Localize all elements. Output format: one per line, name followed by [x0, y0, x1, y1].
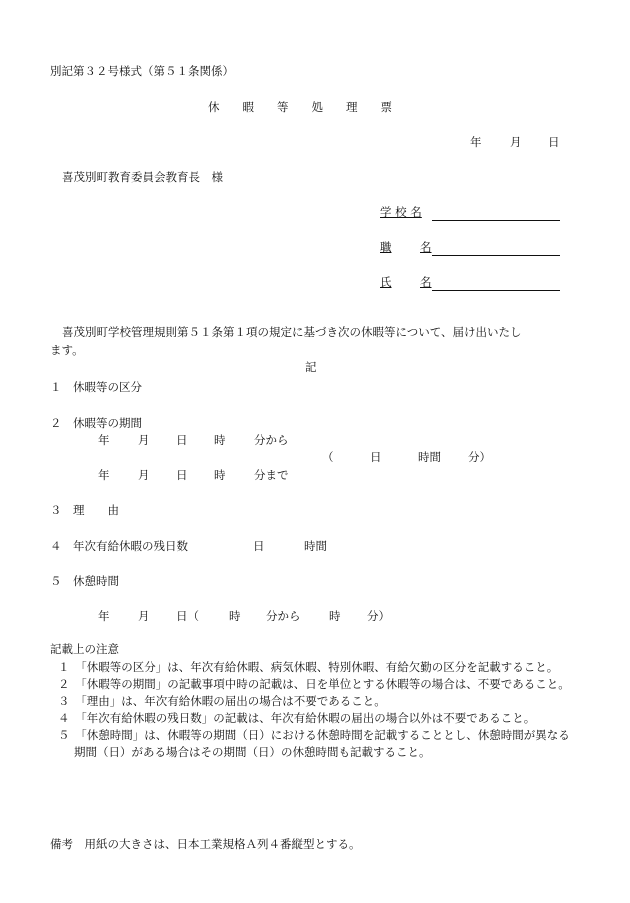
position-label-1: 職: [380, 240, 392, 254]
from-minute: 分から: [254, 433, 289, 447]
date-month-label: 月: [510, 135, 522, 149]
to-year: 年: [98, 468, 110, 482]
from-hour: 時: [214, 433, 226, 447]
break-to-minute: 分）: [367, 609, 390, 623]
note-3: ３ 「理由」は、年次有給休暇の届出の場合は不要であること。: [58, 694, 386, 708]
name-field[interactable]: [432, 275, 560, 291]
break-from-hour: 時: [229, 609, 241, 623]
note-5: ５ 「休憩時間」は、休暇等の期間（日）における休憩時間を記載することとし、休憩時間が異なる期間（日）がある場合はその期間（日）の休憩時間も記載すること。: [58, 728, 570, 759]
school-name-field[interactable]: [432, 205, 560, 221]
intro-line-2: ます。: [50, 343, 84, 357]
form-title: 休 暇 等 処 理 票: [208, 100, 392, 114]
item-5: ５ 休憩時間: [50, 574, 119, 588]
break-from-minute: 分から: [266, 609, 301, 623]
position-label-2: 名: [420, 240, 432, 254]
from-day: 日: [176, 433, 188, 447]
break-year: 年: [98, 609, 110, 623]
remarks: 備考 用紙の大きさは、日本工業規格Ａ列４番縦型とする。: [50, 837, 361, 851]
ki-heading: 記: [305, 360, 317, 374]
name-label-2: 名: [420, 275, 432, 289]
date-year-label: 年: [470, 135, 482, 149]
to-month: 月: [138, 468, 150, 482]
item-4-hour: 時間: [304, 539, 327, 553]
item-4-day: 日: [253, 539, 265, 553]
break-month: 月: [138, 609, 150, 623]
school-name-label: 学 校 名: [380, 205, 422, 219]
total-open: （: [322, 450, 334, 464]
item-3: ３ 理 由: [50, 503, 119, 517]
note-1: １ 「休暇等の区分」は、年次有給休暇、病気休暇、特別休暇、有給欠勤の区分を記載すること。: [58, 660, 559, 674]
total-minutes: 分）: [468, 450, 491, 464]
note-2: ２ 「休暇等の期間」の記載事項中時の記載は、日を単位とする休暇等の場合は、不要であること。: [58, 677, 570, 691]
to-hour: 時: [214, 468, 226, 482]
from-month: 月: [138, 433, 150, 447]
from-year: 年: [98, 433, 110, 447]
break-day: 日（: [176, 609, 199, 623]
item-2: ２ 休暇等の期間: [50, 416, 142, 430]
item-1: １ 休暇等の区分: [50, 380, 142, 394]
item-4: ４ 年次有給休暇の残日数: [50, 539, 188, 553]
form-label: 別記第３２号様式（第５１条関係）: [50, 64, 234, 78]
total-hours: 時間: [418, 450, 441, 464]
name-label-1: 氏: [380, 275, 392, 289]
to-minute: 分まで: [254, 468, 289, 482]
intro-line-1: 喜茂別町学校管理規則第５１条第１項の規定に基づき次の休暇等について、届け出いたし: [62, 325, 522, 339]
to-day: 日: [176, 468, 188, 482]
total-day: 日: [370, 450, 382, 464]
break-to-hour: 時: [329, 609, 341, 623]
notes-heading: 記載上の注意: [50, 642, 119, 656]
position-field[interactable]: [432, 240, 560, 256]
addressee: 喜茂別町教育委員会教育長 様: [62, 170, 223, 184]
note-4: ４ 「年次有給休暇の残日数」の記載は、年次有給休暇の届出の場合以外は不要であること。: [58, 711, 536, 725]
date-day-label: 日: [548, 135, 560, 149]
notes-list: [58, 659, 578, 761]
